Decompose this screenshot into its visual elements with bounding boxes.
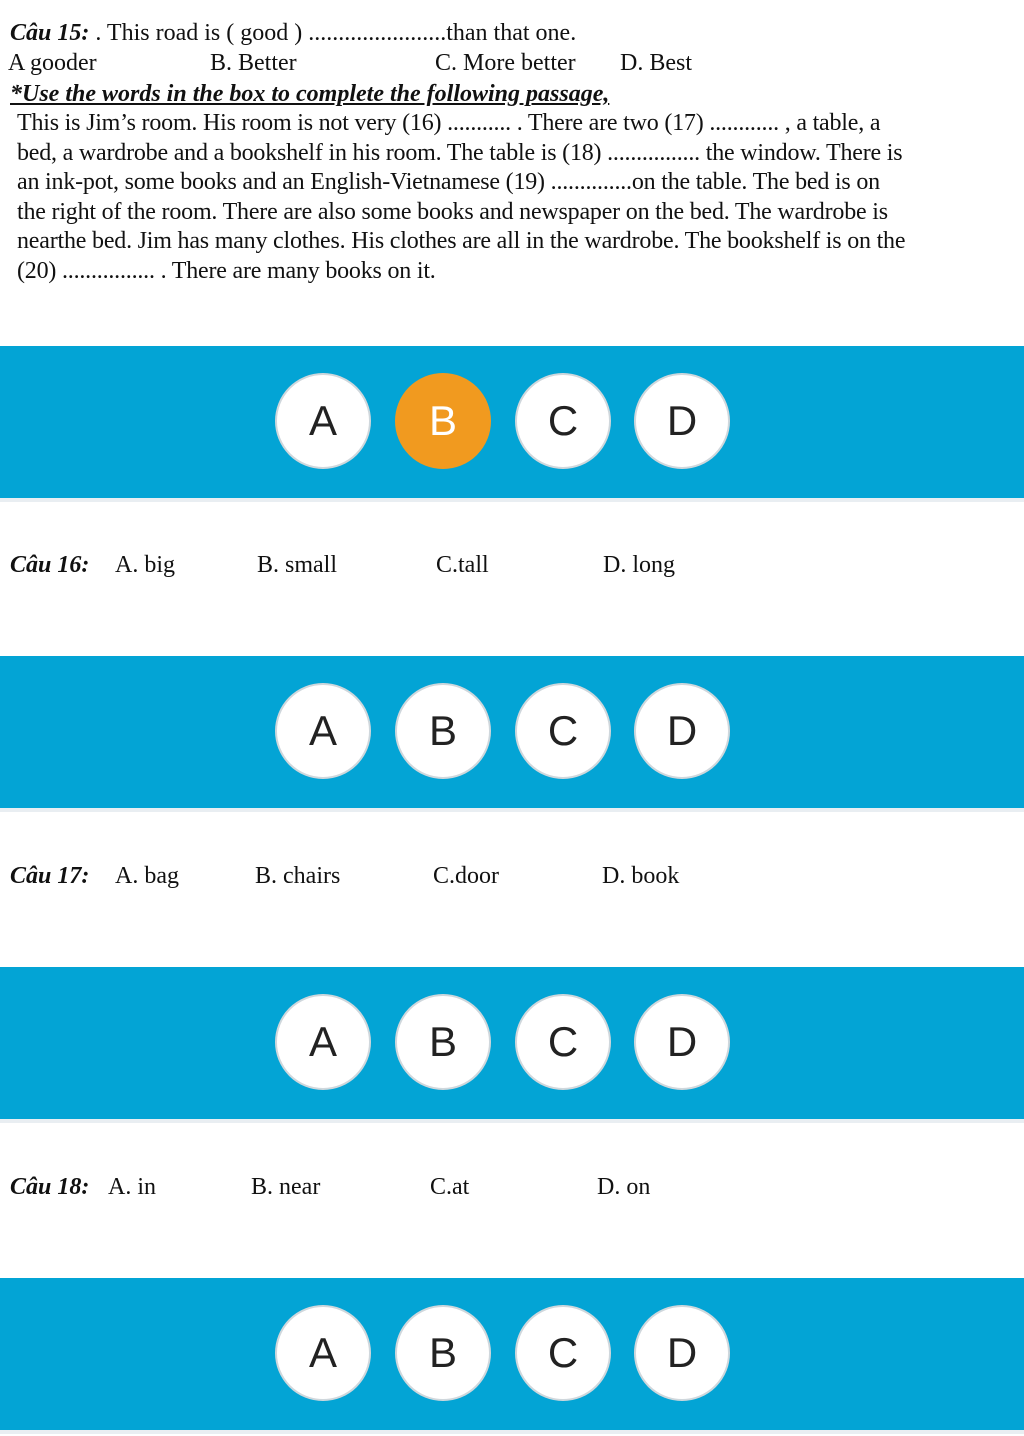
answer-option-a[interactable]: A: [275, 683, 371, 779]
question-label: Câu 15:: [10, 20, 90, 46]
question-label: Câu 18:: [10, 1174, 90, 1200]
option-a: A. big: [115, 552, 175, 578]
passage-line: the right of the room. There are also some books and newspaper on the bed. The wardrobe is: [17, 198, 888, 225]
answer-bar-1: [0, 346, 1024, 498]
answer-bar-3: [0, 967, 1024, 1119]
option-b: B. near: [251, 1174, 321, 1200]
answer-option-c[interactable]: C: [515, 1305, 611, 1401]
question-15: [10, 20, 576, 47]
passage-line: an ink-pot, some books and an English-Vietnamese (19) ..............on the table. The bed is on: [17, 169, 880, 195]
answer-bar-4: [0, 1278, 1024, 1430]
answer-option-b-selected[interactable]: B: [395, 373, 491, 469]
passage-line: This is Jim’s room. His room is not very (16) ........... . There are two (17) ............ , a table, a: [17, 110, 881, 136]
answer-option-c[interactable]: C: [515, 683, 611, 779]
option-b: B. Better: [210, 50, 297, 76]
option-d: D. on: [597, 1174, 651, 1200]
answer-option-a[interactable]: A: [275, 1305, 371, 1401]
question-17: [10, 863, 89, 890]
question-16: [10, 552, 89, 579]
question-18: [10, 1174, 89, 1201]
option-d: D. long: [603, 552, 675, 578]
question-stem: . This road is ( good ) .......................than that one.: [89, 20, 577, 46]
answer-option-c[interactable]: C: [515, 994, 611, 1090]
answer-bar-2: [0, 656, 1024, 808]
question-label: Câu 17:: [10, 863, 90, 889]
option-c: C. More better: [435, 50, 576, 76]
passage-line: bed, a wardrobe and a bookshelf in his room. The table is (18) ................ the window. There is: [17, 139, 903, 166]
answer-option-a[interactable]: A: [275, 994, 371, 1090]
option-c: C.door: [433, 863, 499, 889]
option-a: A gooder: [8, 50, 97, 76]
passage-text: [17, 109, 1012, 286]
answer-option-d[interactable]: D: [634, 1305, 730, 1401]
passage-line: (20) ................ . There are many books on it.: [17, 257, 436, 284]
option-d: D. Best: [620, 50, 692, 76]
answer-option-c[interactable]: C: [515, 373, 611, 469]
answer-option-b[interactable]: B: [395, 994, 491, 1090]
answer-option-b[interactable]: B: [395, 683, 491, 779]
question-label: Câu 16:: [10, 552, 90, 578]
answer-option-a[interactable]: A: [275, 373, 371, 469]
option-c: C.at: [430, 1174, 470, 1200]
passage-line: nearthe bed. Jim has many clothes. His clothes are all in the wardrobe. The bookshelf is on the: [17, 228, 906, 254]
answer-option-d[interactable]: D: [634, 373, 730, 469]
option-b: B. small: [257, 552, 338, 578]
option-c: C.tall: [436, 552, 489, 578]
answer-option-d[interactable]: D: [634, 683, 730, 779]
option-a: A. in: [108, 1174, 156, 1200]
option-b: B. chairs: [255, 863, 341, 889]
passage-title: *Use the words in the box to complete the following passage,: [10, 81, 610, 107]
answer-option-b[interactable]: B: [395, 1305, 491, 1401]
option-a: A. bag: [115, 863, 179, 889]
answer-option-d[interactable]: D: [634, 994, 730, 1090]
option-d: D. book: [602, 863, 680, 889]
